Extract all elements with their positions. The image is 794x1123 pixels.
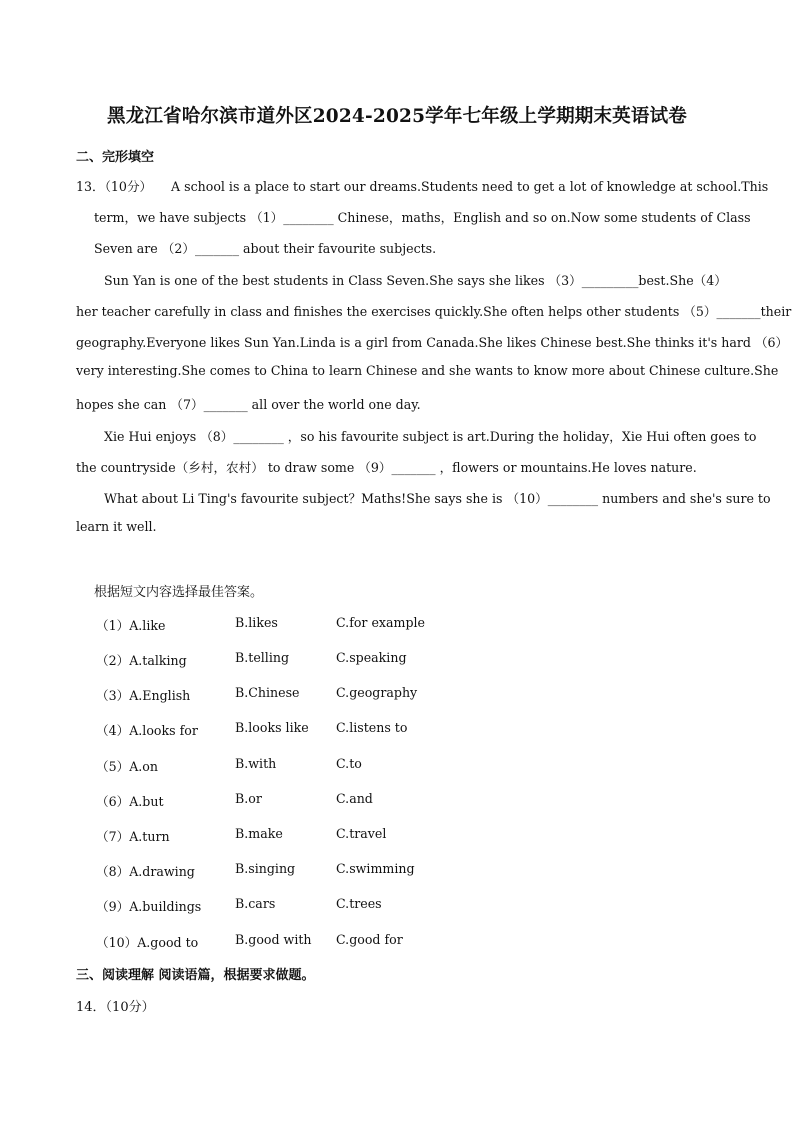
option-b: B.cars	[235, 896, 276, 911]
option-a: （1）A.like	[96, 618, 166, 633]
passage-line: geography.Everyone likes Sun Yan.Linda is a girl from Canada.She likes Chinese best.She thinks it's hard （6）	[76, 335, 789, 350]
option-c: C.geography	[336, 685, 418, 700]
option-c: C.speaking	[336, 650, 407, 665]
passage-line: Xie Hui enjoys （8）________ ，so his favourite subject is art.During the holiday，Xie Hui often goes to	[104, 429, 757, 444]
option-c: C.good for	[336, 932, 403, 947]
section-reading-heading: 三、阅读理解 阅读语篇，根据要求做题。	[76, 968, 315, 983]
option-c: C.swimming	[336, 861, 415, 876]
option-a: （4）A.looks for	[96, 723, 198, 738]
passage-line: her teacher carefully in class and finishes the exercises quickly.She often helps other students （5）_______their	[76, 304, 792, 319]
passage-line: very interesting.She comes to China to learn Chinese and she wants to know more about Chinese culture.She	[76, 363, 779, 378]
option-a: （5）A.on	[96, 759, 158, 774]
option-b: B.Chinese	[235, 685, 300, 700]
option-a: （7）A.turn	[96, 829, 170, 844]
passage-line: What about Li Ting's favourite subject？Maths!She says she is （10）________ numbers and she's sure to	[104, 491, 771, 506]
option-a: （3）A.English	[96, 688, 191, 703]
passage-line: term，we have subjects （1）________ Chinese，maths，English and so on.Now some students of Class	[94, 210, 751, 225]
option-a: （8）A.drawing	[96, 864, 195, 879]
option-c: C.trees	[336, 896, 382, 911]
option-b: B.good with	[235, 932, 312, 947]
option-c: C.and	[336, 791, 373, 806]
question-14-number: 14．（10分）	[76, 1000, 155, 1015]
option-b: B.with	[235, 756, 277, 771]
question-instruction: 根据短文内容选择最佳答案。	[94, 585, 264, 600]
passage-line: Seven are （2）_______ about their favourite subjects.	[94, 241, 437, 256]
option-a: （2）A.talking	[96, 653, 187, 668]
option-a: （6）A.but	[96, 794, 164, 809]
passage-line: hopes she can （7）_______ all over the world one day.	[76, 397, 421, 412]
option-a: （9）A.buildings	[96, 899, 202, 914]
option-c: C.travel	[336, 826, 387, 841]
option-a: （10）A.good to	[96, 935, 199, 950]
option-c: C.listens to	[336, 720, 408, 735]
section-cloze-heading: 二、完形填空	[76, 150, 155, 165]
exam-title: 黑龙江省哈尔滨市道外区2024-2025学年七年级上学期期末英语试卷	[107, 106, 687, 127]
option-b: B.make	[235, 826, 283, 841]
option-b: B.likes	[235, 615, 278, 630]
passage-line: Sun Yan is one of the best students in Class Seven.She says she likes （3）_________best.She（4）	[104, 273, 727, 288]
option-b: B.singing	[235, 861, 296, 876]
passage-line: learn it well.	[76, 519, 157, 534]
option-b: B.telling	[235, 650, 290, 665]
passage-line: the countryside（乡村，农村） to draw some （9）_______ ，flowers or mountains.He loves nature.	[76, 460, 697, 475]
passage-line: 13．（10分） A school is a place to start our dreams.Students need to get a lot of knowledge at school.This	[76, 179, 769, 194]
option-c: C.to	[336, 756, 362, 771]
option-b: B.looks like	[235, 720, 309, 735]
option-c: C.for example	[336, 615, 426, 630]
option-b: B.or	[235, 791, 262, 806]
